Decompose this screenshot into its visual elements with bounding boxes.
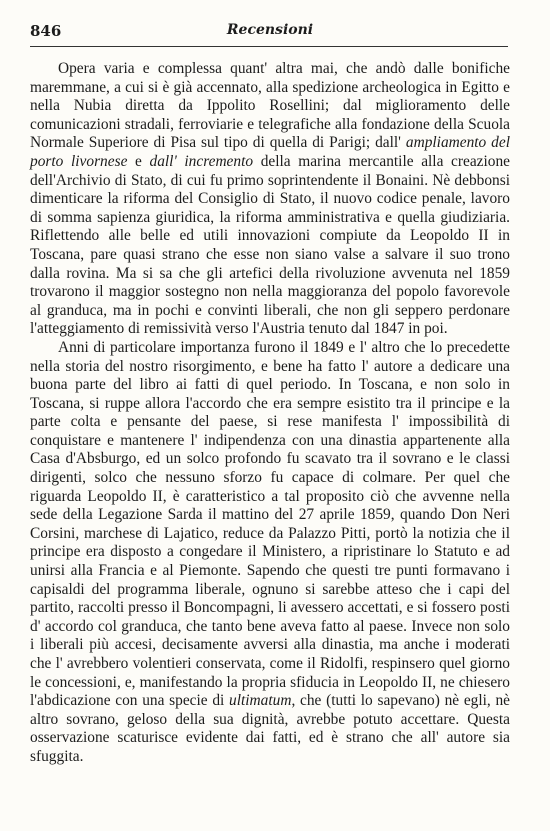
- header-rule: [30, 46, 508, 47]
- paragraph-text-italic: ampliamento del porto livornese: [30, 134, 510, 170]
- paragraph: [30, 339, 510, 767]
- running-head: Recensioni: [226, 22, 314, 38]
- paragraph-text-italic: dall' incremento: [149, 152, 254, 170]
- page-number: 846: [30, 22, 62, 40]
- paragraph: [30, 60, 510, 339]
- paragraph-text: Opera varia e complessa quant' altra mai, che andò dalle bonifiche maremmane, a cui si è già accennato, alla spedizione archeologica in Egitto e nella Nubia diretta da Ippolito Rosellini; dal miglioramento delle comunicazioni stradali, ferroviarie e telegrafiche alla fondazione della Scuola Normale Superiore di Pisa sul tipo di quella di Parigi; dall': [30, 60, 510, 152]
- review-body: [30, 60, 510, 767]
- paragraph-text: della marina mercantile alla creazione dell'Archivio di Stato, di cui fu primo soprintendente il Bonaini. Nè debbonsi dimenticare la riforma del Consiglio di Stato, il nuovo codice penale, lavoro di somma sapienza giuridica, la riforma amministrativa e quella giudiziaria. Riflettendo alle belle ed utili innovazioni compiute da Leopoldo II in Toscana, pare quasi strano che esse non siano valse a salvare il suo trono dalla rovina. Ma si sa che gli artefici della rivoluzione avvenuta nel 1859 trovarono il maggior sostegno non nella maggioranza del popolo favorevole al granduca, ma in pochi e convinti liberali, che non gli seppero perdonare l'atteggiamento di remissività verso l'Austria tenuto dal 1847 in poi.: [30, 152, 510, 338]
- paragraph-text: e: [127, 152, 150, 170]
- page-header: [30, 22, 510, 44]
- paragraph-text: , che (tutti lo sapevano) nè egli, nè altro sovrano, geloso della sua dignità, avrebbe potuto accettare. Questa osservazione scaturisce evidente dai fatti, ed è strano che all' autore sia sfuggita.: [30, 692, 510, 765]
- paragraph-text-italic: ultimatum: [229, 692, 292, 710]
- paragraph-text: Anni di particolare importanza furono il 1849 e l' altro che lo precedette nella storia del nostro risorgimento, e bene ha fatto l' autore a dedicare una buona parte del libro ai fatti di quel periodo. In Toscana, e non solo in Toscana, si ruppe allora l'accordo che era sempre esistito tra il principe e la parte colta e pensante del paese, si rese manifesta l' impossibilità di conquistare e mantenere l' indipendenza con una dinastia appartenente alla Casa d'Absburgo, ed un solco profondo fu scavato tra il sovrano e le classi dirigenti, solco che nessuno sforzo fu capace di colmare. Per quel che riguarda Leopoldo II, è caratteristico a tal proposito ciò che avvenne nella sede della Legazione Sarda il mattino del 27 aprile 1859, quando Don Neri Corsini, marchese di Lajatico, reduce da Palazzo Pitti, portò la notizia che il principe era disposto a congedare il Ministero, a ripristinare lo Statuto e ad unirsi alla Francia e al Piemonte. Sapendo che questi tre punti formavano i capisaldi del programma liberale, ognuno si sarebbe atteso che i capi del partito, raccolti presso il Boncompagni, li avessero accettati, e si fossero posti d' accordo col granduca, che tanto bene aveva fatto al paese. Invece non solo i liberali più accesi, decisamente avversi alla dinastia, ma anche i moderati che l' avrebbero volentieri conservata, come il Ridolfi, respinsero quel giorno le concessioni, e, manifestando la propria sfiducia in Leopoldo II, ne chiesero l'abdicazione con una specie di: [30, 338, 510, 710]
